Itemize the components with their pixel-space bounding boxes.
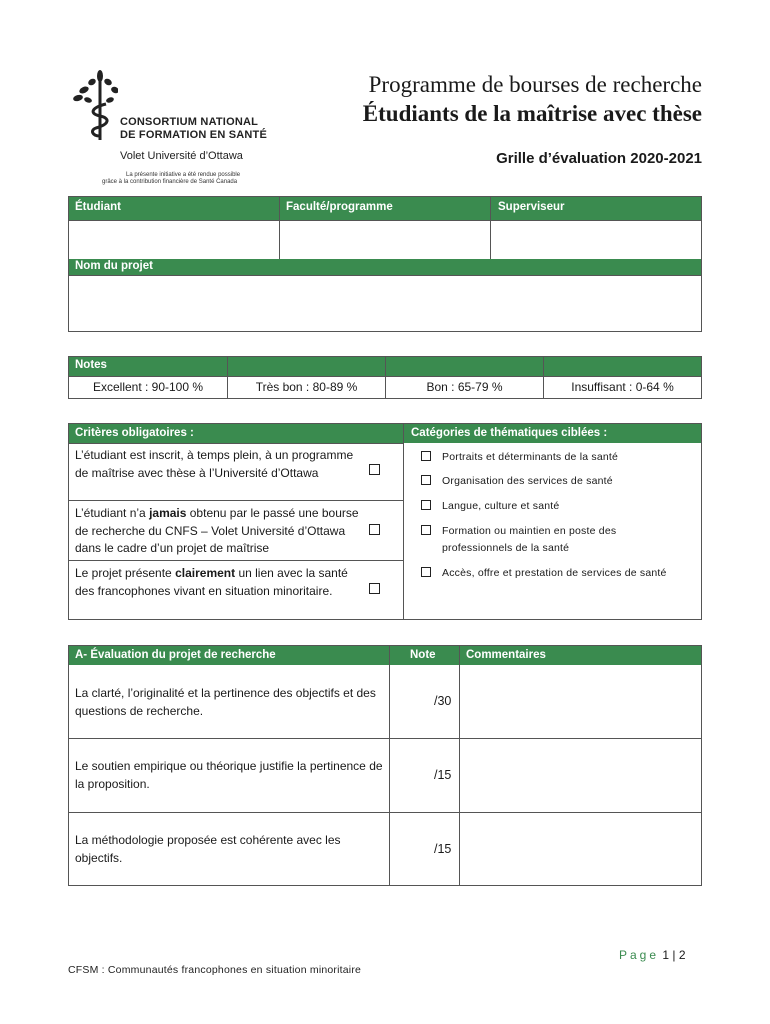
grade-insuffisant: Insuffisant : 0-64 %	[571, 380, 674, 394]
evaluation-row-methodology: La méthodologie proposée est cohérente avec les objectifs.	[75, 833, 341, 865]
caduceus-tree-icon	[70, 68, 118, 143]
evaluation-row-support: Le soutien empirique ou théorique justifie la pertinence de la proposition.	[75, 759, 383, 791]
grades-table	[68, 356, 702, 399]
evaluation-table	[68, 645, 702, 886]
score-methodology: /15	[434, 842, 452, 856]
page-number: 1 | 2	[662, 948, 686, 962]
project-name-field[interactable]	[69, 276, 701, 331]
category-langue-checkbox[interactable]	[421, 500, 431, 510]
grade-bon: Bon : 65-79 %	[426, 380, 503, 394]
score-clarity: /30	[434, 694, 452, 708]
category-portraits: Portraits et déterminants de la santé	[442, 451, 619, 463]
supervisor-field[interactable]	[491, 221, 701, 259]
col-faculty: Faculté/programme	[286, 201, 393, 213]
category-acces: Accès, offre et prestation de services de santé	[442, 567, 667, 579]
evaluation-title: A- Évaluation du projet de recherche	[75, 649, 276, 661]
cnfs-logo	[70, 68, 310, 188]
page-word: Page	[619, 948, 660, 962]
faculty-field[interactable]	[280, 221, 490, 259]
student-info-table	[68, 196, 702, 332]
score-support: /15	[434, 768, 452, 782]
mandatory-criteria-label: Critères obligatoires :	[75, 427, 194, 439]
criterion-enrolled-checkbox[interactable]	[369, 464, 380, 475]
category-acces-checkbox[interactable]	[421, 567, 431, 577]
criterion-francophone-link-checkbox[interactable]	[369, 583, 380, 594]
criterion-never-awarded: L’étudiant n’a jamais obtenu par le passé une bourse de recherche du CNFS – Volet Université d’Ottawa dans le cadre d’un projet de maîtrise	[75, 506, 359, 555]
evaluation-header	[69, 646, 701, 665]
comment-field-support[interactable]	[460, 739, 701, 812]
criterion-francophone-link: Le projet présente clairement un lien avec la santé des francophones vivant en situation minoritaire.	[75, 566, 348, 598]
criterion-never-awarded-checkbox[interactable]	[369, 524, 380, 535]
criterion-enrolled: L’étudiant est inscrit, à temps plein, à un programme de maîtrise avec thèse à l’Université d’Ottawa	[75, 448, 354, 480]
initiative-line2: grâce à la contribution financière de Santé Canada	[102, 179, 238, 185]
footer-note: CFSM : Communautés francophones en situation minoritaire	[68, 964, 362, 976]
program-title: Programme de bourses de recherche	[368, 72, 702, 97]
col-supervisor: Superviseur	[498, 201, 565, 213]
col-note: Note	[410, 649, 436, 661]
comment-field-clarity[interactable]	[460, 665, 701, 738]
grade-tres-bon: Très bon : 80-89 %	[255, 380, 358, 394]
category-formation: Formation ou maintien en poste des professionnels de la santé	[442, 525, 617, 554]
category-organisation: Organisation des services de santé	[442, 475, 613, 487]
student-field[interactable]	[69, 221, 279, 259]
evaluation-row-clarity: La clarté, l’originalité et la pertinence des objectifs et des questions de recherche.	[75, 686, 376, 718]
criteria-table	[68, 423, 702, 620]
target-categories-label: Catégories de thématiques ciblées :	[411, 427, 608, 439]
page-indicator	[619, 948, 686, 962]
student-table-header	[69, 197, 701, 220]
comment-field-methodology[interactable]	[460, 813, 701, 885]
category-formation-checkbox[interactable]	[421, 525, 431, 535]
notes-label: Notes	[75, 359, 107, 371]
grade-excellent: Excellent : 90-100 %	[92, 380, 204, 394]
category-portraits-checkbox[interactable]	[421, 451, 431, 461]
org-name-line1: CONSORTIUM NATIONAL	[120, 116, 259, 128]
category-organisation-checkbox[interactable]	[421, 475, 431, 485]
project-name-header	[69, 259, 701, 275]
org-name-line2: DE FORMATION EN SANTÉ	[120, 129, 267, 141]
grid-title: Grille d’évaluation 2020-2021	[496, 150, 702, 167]
criteria-header	[69, 424, 701, 443]
category-langue: Langue, culture et santé	[442, 500, 560, 512]
program-subtitle: Étudiants de la maîtrise avec thèse	[362, 101, 702, 126]
volet-label: Volet Université d’Ottawa	[120, 150, 243, 162]
col-student: Étudiant	[75, 201, 121, 213]
col-comments: Commentaires	[466, 649, 546, 661]
project-name-label: Nom du projet	[75, 260, 153, 272]
initiative-line1: La présente initiative a été rendue possible	[126, 172, 241, 178]
